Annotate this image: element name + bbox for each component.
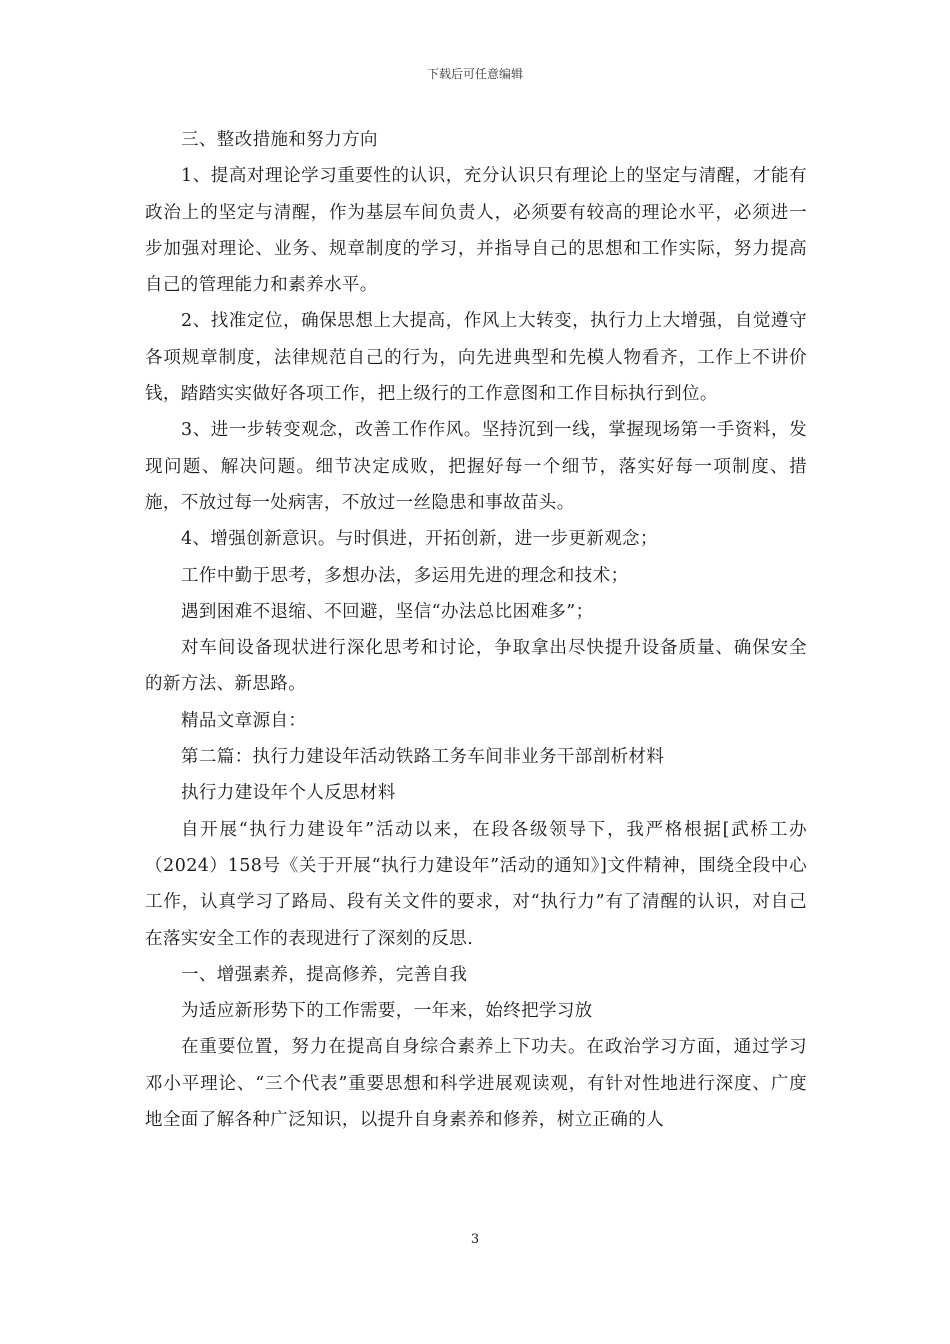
document-body <box>145 122 807 1138</box>
article-title: 第二篇：执行力建设年活动铁路工务车间非业务干部剖析材料 <box>181 747 665 768</box>
paragraph: 4、增强创新意识。与时俱进，开拓创新，进一步更新观念； <box>181 529 658 550</box>
paragraph: 遇到困难不退缩、不回避，坚信“办法总比困难多”； <box>181 601 594 622</box>
paragraph: 1、提高对理论学习重要性的认识，充分认识只有理论上的坚定与清醒，才能有政治上的坚定与清醒，作为基层车间负责人，必须要有较高的理论水平，必须进一步加强对理论、业务、规章制度的学习，并指导自己的思想和工作实际，努力提高自己的管理能力和素养水平。 <box>145 166 807 296</box>
paragraph: 工作中勤于思考，多想办法，多运用先进的理念和技术； <box>181 565 629 586</box>
section-heading: 三、整改措施和努力方向 <box>181 130 378 150</box>
page-header: 下载后可任意编辑 <box>426 67 523 81</box>
paragraph: 为适应新形势下的工作需要，一年来，始终把学习放 <box>181 1001 593 1022</box>
paragraph: 在重要位置，努力在提高自身综合素养上下功夫。在政治学习方面，通过学习邓小平理论、“三个代表”重要思想和科学进展观读观，有针对性地进行深度、广度地全面了解各种广泛知识，以提升自身素养和修养，树立正确的人 <box>145 1037 807 1131</box>
paragraph: 2、找准定位，确保思想上大提高，作风上大转变，执行力上大增强，自觉遵守各项规章制度，法律规范自己的行为，向先进典型和先模人物看齐，工作上不讲价钱，踏踏实实做好各项工作，把上级行的工作意图和工作目标执行到位。 <box>145 311 807 405</box>
paragraph: 对车间设备现状进行深化思考和讨论，争取拿出尽快提升设备质量、确保安全的新方法、新思路。 <box>145 638 807 695</box>
article-subtitle: 执行力建设年个人反思材料 <box>181 783 396 804</box>
paragraph: 3、进一步转变观念，改善工作作风。坚持沉到一线，掌握现场第一手资料，发现问题、解决问题。细节决定成败，把握好每一个细节，落实好每一项制度、措施，不放过每一处病害，不放过一丝隐患和事故苗头。 <box>145 420 807 513</box>
section-heading: 一、增强素养，提高修养，完善自我 <box>181 964 468 985</box>
paragraph: 精品文章源自： <box>181 710 307 731</box>
paragraph: 自开展“执行力建设年”活动以来，在段各级领导下，我严格根据[武桥工办（2024）158号《关于开展“执行力建设年”活动的通知》]文件精神，围绕全段中心工作，认真学习了路局、段有关文件的要求，对“执行力”有了清醒的认识，对自己在落实安全工作的表现进行了深刻的反思. <box>145 819 807 949</box>
page-number: 3 <box>470 1232 480 1247</box>
